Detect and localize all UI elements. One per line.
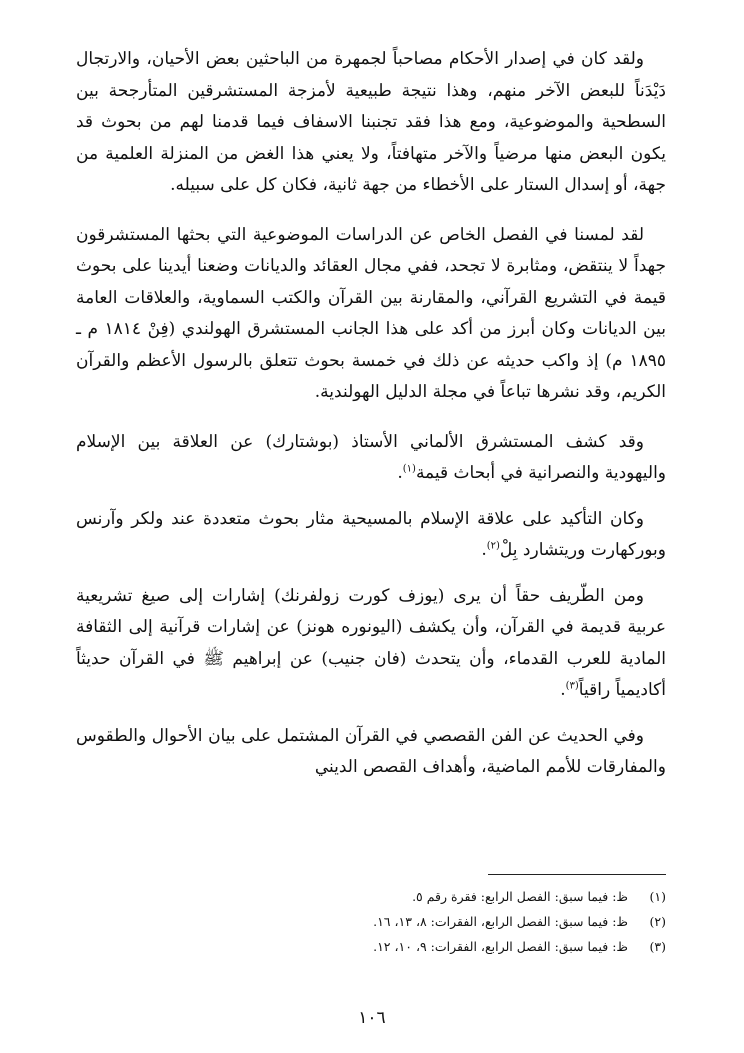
footnote-3 xyxy=(76,934,666,959)
paragraph-6 xyxy=(76,721,666,784)
footnote-3-number: (٣) xyxy=(649,939,666,954)
footnote-ref-3[interactable]: (٣) xyxy=(565,680,579,692)
footnote-3-text: ظ: فيما سبق: الفصل الرابع، الفقرات: ٩، ١٠، ١٢. xyxy=(373,939,628,954)
paragraph-4: وكان التأكيد على علاقة الإسلام بالمسيحية مثار بحوث متعددة عند ولكر وآرنس وبوركهارت وريتشارد بِلْ$^{(٢)}$. xyxy=(76,508,666,560)
footnote-divider xyxy=(488,874,666,875)
footnote-2-number: (٢) xyxy=(649,914,666,929)
footnote-2-text: ظ: فيما سبق: الفصل الرابع، الفقرات: ٨، ١٣، ١٦. xyxy=(373,914,628,929)
paragraph-3: وقد كشف المستشرق الألماني الأستاذ (بوشتارك) عن العلاقة بين الإسلام واليهودية والنصرانية في أبحاث قيمة$^{(١)}$. xyxy=(76,431,666,483)
footnote-1-number: (١) xyxy=(649,889,666,904)
paragraph-4-text: وكان التأكيد على علاقة الإسلام بالمسيحية مثار بحوث متعددة عند ولكر وآرنس وبوركهارت وريتشارد بِلْ xyxy=(76,508,666,560)
paragraph-2 xyxy=(76,220,666,409)
footnote-1 xyxy=(76,884,666,909)
footnotes-list xyxy=(76,884,666,959)
paragraph-1 xyxy=(76,44,666,202)
paragraph-5-text: ومن الطّريف حقاً أن يرى (يوزف كورت زولفرنك) إشارات إلى صيغ تشريعية عربية قديمة في القرآن، وأن يكشف (اليونوره هونز) عن إشارات قرآنية إلى الثقافة المادية للعرب القدماء، وأن يتحدث (فان جنيب) عن إبراهيم ﷺ في القرآن حديثاً أكاديمياً راقياً xyxy=(76,585,666,700)
paragraph-5: ومن الطّريف حقاً أن يرى (يوزف كورت زولفرنك) إشارات إلى صيغ تشريعية عربية قديمة في القرآن، وأن يكشف (اليونوره هونز) عن إشارات قرآنية إلى الثقافة المادية للعرب القدماء، وأن يتحدث (فان جنيب) عن إبراهيم ﷺ في القرآن حديثاً أكاديمياً راقياً$^{(٣)}$. xyxy=(76,585,666,700)
paragraph-3-text: وقد كشف المستشرق الألماني الأستاذ (بوشتارك) عن العلاقة بين الإسلام واليهودية والنصرانية في أبحاث قيمة xyxy=(76,431,666,483)
footnote-2 xyxy=(76,909,666,934)
page-body xyxy=(76,44,666,802)
footnote-1-text: ظ: فيما سبق: الفصل الرابع: فقرة رقم ٥. xyxy=(412,889,628,904)
footnote-ref-1[interactable]: (١) xyxy=(402,463,416,475)
paragraph-6-text: وفي الحديث عن الفن القصصي في القرآن المشتمل على بيان الأحوال والطقوس والمفارقات للأمم الماضية، وأهداف القصص الديني xyxy=(76,725,666,777)
paragraph-2-text: لقد لمسنا في الفصل الخاص عن الدراسات الموضوعية التي بحثها المستشرقون جهداً لا ينتقض، ومثابرة لا تجحد، ففي مجال العقائد والديانات وضعنا أيدينا على بحوث قيمة في التشريع القرآني، والمقارنة بين القرآن والكتب السماوية، والعلاقات العامة بين الديانات وكان أبرز من أكد على هذا الجانب المستشرق الهولندي (فِنْ ١٨١٤ م ـ ١٨٩٥ م) إذ واكب حديثه عن ذلك في خمسة بحوث تتعلق بالرسول الأعظم والقرآن الكريم، وقد نشرها تباعاً في مجلة الدليل الهولندية. xyxy=(76,224,666,402)
paragraph-1-text: ولقد كان في إصدار الأحكام مصاحباً لجمهرة من الباحثين بعض الأحيان، والارتجال دَيْدَناً للبعض الآخر منهم، وهذا نتيجة طبيعية لأمزجة المستشرقين المتأرجحة بين السطحية والموضوعية، ومع هذا فقد تجنبنا الاسفاف فيما قدمنا لهم من بحوث قد يكون البعض منها مرضياً والآخر متهافتاً، ولا يعني هذا الغض من المنزلة العلمية من جهة، أو إسدال الستار على الأخطاء من جهة ثانية، فكان كل على سبيله. xyxy=(76,49,666,195)
footnote-ref-2[interactable]: (٢) xyxy=(486,540,500,552)
page-number: ١٠٦ xyxy=(358,1008,386,1028)
